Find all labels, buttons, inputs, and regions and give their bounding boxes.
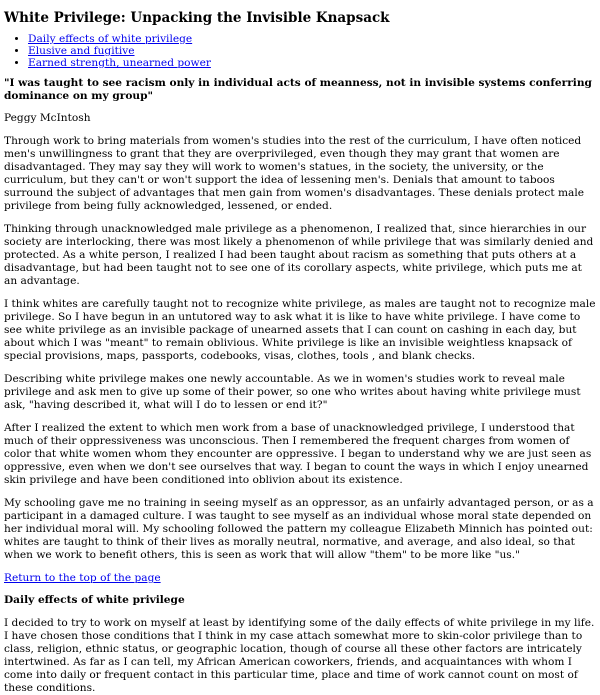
toc-item [28, 45, 596, 57]
page-title: White Privilege: Unpacking the Invisible Knapsack [4, 10, 390, 26]
section-heading: Daily effects of white privilege [4, 594, 185, 606]
body-paragraph: Through work to bring materials from women's studies into the rest of the curriculum, I have often noticed men's unwillingness to grant that they are overprivileged, even though they may grant that women are disadvantaged. They may say they will work to women's statues, in the society, the university, or the curriculum, but they can't or won't support the idea of lessening men's. Denials that amount to taboos surround the subject of advantages that men gain from women's disadvantages. These denials protect male privilege from being fully acknowledged, lessened, or ended. [4, 135, 584, 212]
back-to-top-link[interactable]: Return to the top of the page [4, 572, 161, 584]
toc-item [28, 57, 596, 69]
body-paragraph: Describing white privilege makes one newly accountable. As we in women's studies work to reveal male privilege and ask men to give up some of their power, so one who writes about having white privilege must ask, "having described it, what will I do to lessen or end it?" [4, 373, 581, 411]
back-to-top-paragraph [4, 572, 596, 585]
article [0, 10, 600, 695]
pull-quote: "I was taught to see racism only in individual acts of meanness, not in invisible systems conferring dominance on my group" [4, 77, 592, 102]
toc-item [28, 33, 596, 45]
body-paragraph: Thinking through unacknowledged male privilege as a phenomenon, I realized that, since hierarchies in our society are interlocking, there was most likely a phenomenon of while privilege that was similarly denied and protected. As a white person, I realized I had been taught about racism as something that puts others at a disadvantage, but had been taught not to see one of its corollary aspects, white privilege, which puts me at an advantage. [4, 223, 594, 287]
author-name: Peggy McIntosh [4, 112, 91, 124]
body-paragraph: My schooling gave me no training in seeing myself as an oppressor, as an unfairly advantaged person, or as a participant in a damaged culture. I was taught to see myself as an individual whose moral state depended on her individual moral will. My schooling followed the pattern my colleague Elizabeth Minnich has pointed out: whites are taught to think of their lives as morally neutral, normative, and average, and also ideal, so that when we work to benefit others, this is seen as work that will allow "them" to be more like "us." [4, 497, 594, 561]
section-paragraph: I decided to try to work on myself at least by identifying some of the daily effects of white privilege in my life. I have chosen those conditions that I think in my case attach somewhat more to skin-color privilege than to class, religion, ethnic status, or geographic location, though of course all these other factors are intricately intertwined. As far as I can tell, my African American coworkers, friends, and acquaintances with whom I come into daily or frequent contact in this particular time, place and time of work cannot count on most of these conditions. [4, 617, 595, 694]
body-paragraph: I think whites are carefully taught not to recognize white privilege, as males are taught not to recognize male privilege. So I have begun in an untutored way to ask what it is like to have white privilege. I have come to see white privilege as an invisible package of unearned assets that I can count on cashing in each day, but about which I was "meant" to remain oblivious. White privilege is like an invisible weightless knapsack of special provisions, maps, passports, codebooks, visas, clothes, tools , and blank checks. [4, 298, 596, 362]
toc-link-elusive-fugitive[interactable]: Elusive and fugitive [28, 45, 135, 57]
toc-link-earned-strength[interactable]: Earned strength, unearned power [28, 57, 211, 69]
toc-link-daily-effects[interactable]: Daily effects of white privilege [28, 33, 193, 45]
body-paragraph: After I realized the extent to which men work from a base of unacknowledged privilege, I understood that much of their oppressiveness was unconscious. Then I remembered the frequent charges from women of color that white women whom they encounter are oppressive. I began to understand why we are just seen as oppressive, even when we don't see ourselves that way. I began to count the ways in which I enjoy unearned skin privilege and have been conditioned into oblivion about its existence. [4, 422, 592, 486]
table-of-contents [4, 33, 596, 69]
